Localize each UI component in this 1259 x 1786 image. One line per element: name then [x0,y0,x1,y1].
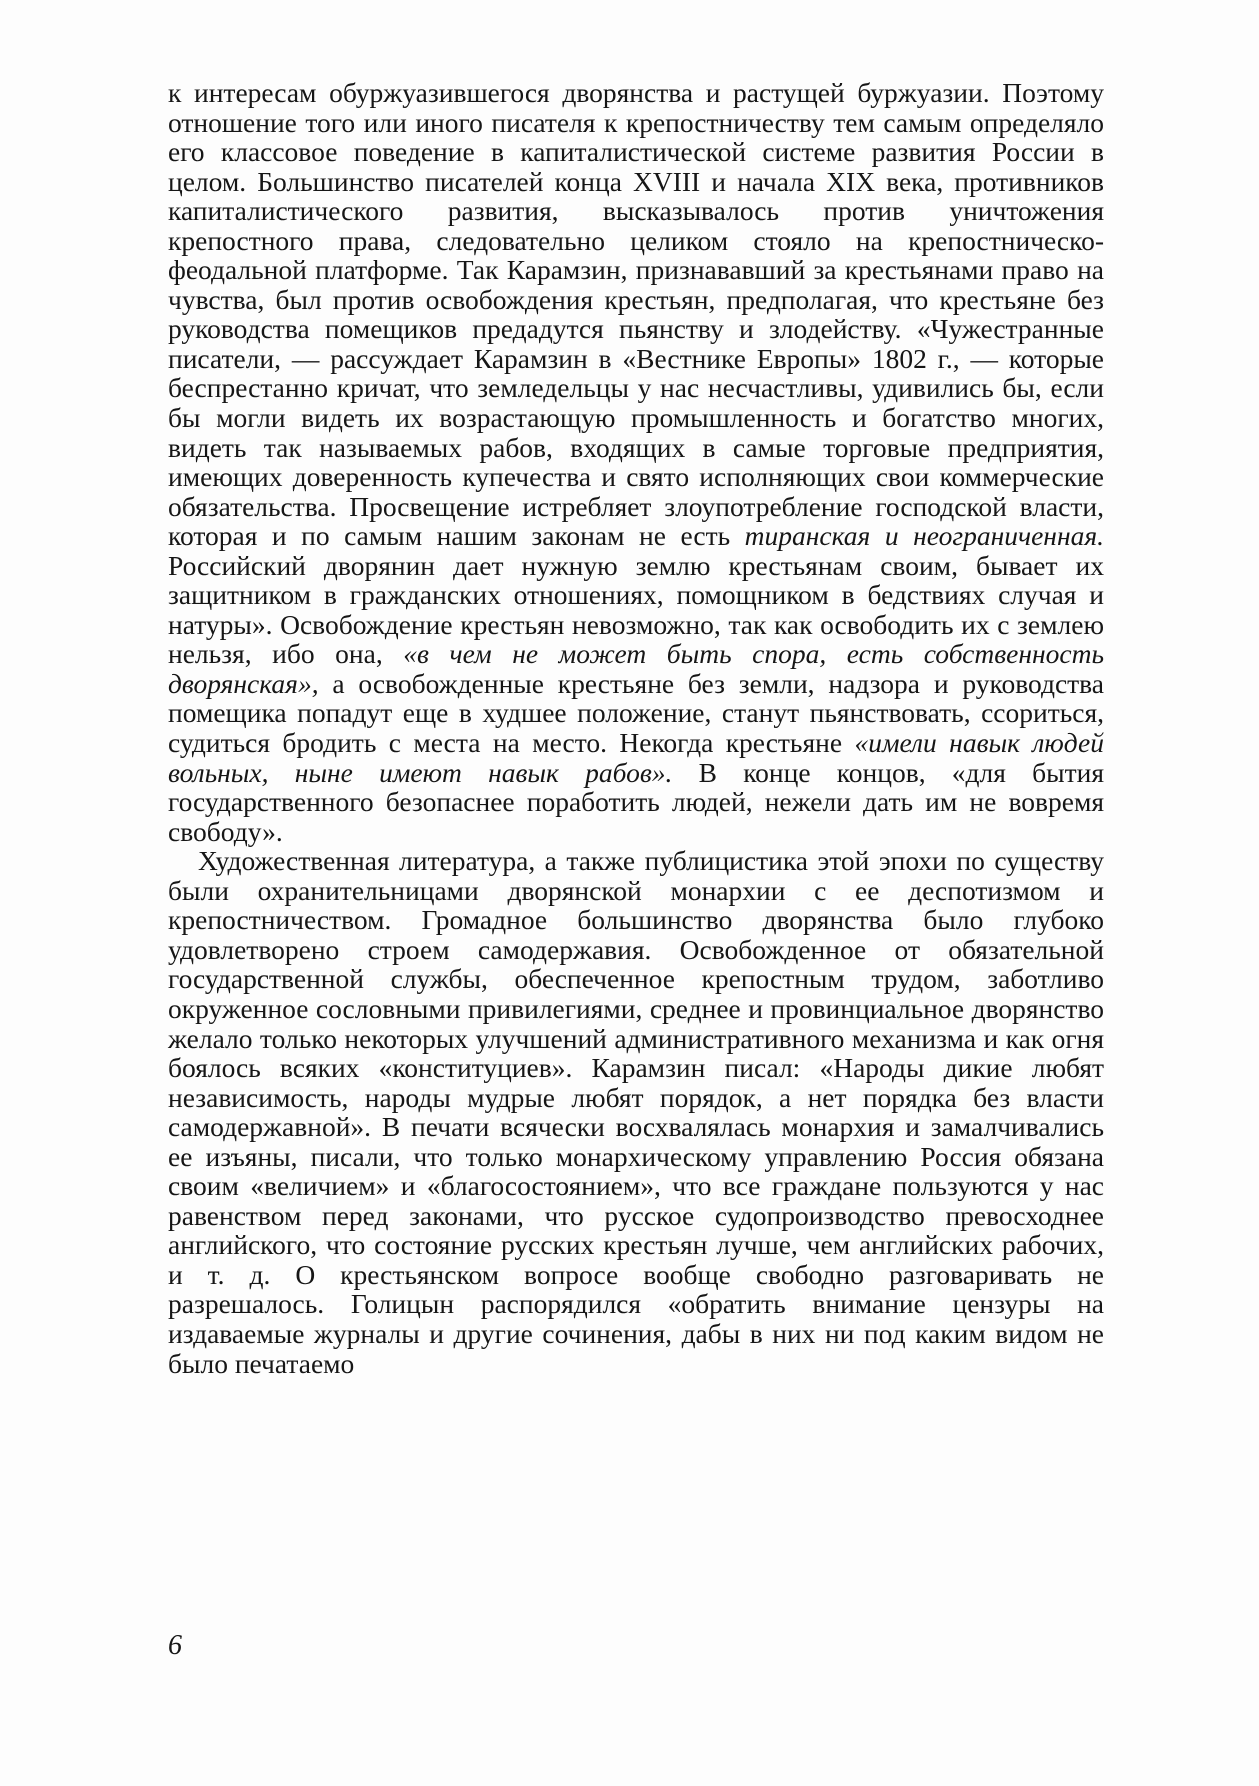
paragraph-1 [168,78,1104,846]
paragraph-1-part-1: к интересам обуржуазившегося дворянства и растущей буржуазии. Поэтому отношение того или иного писателя к крепостничеству тем самым определяло его классовое поведение в капиталистической системе развития России в целом. Большинство писателей конца XVIII и начала XIX века, противников капиталистического развития, высказывалось против уничтожения крепостного права, следовательно целиком стояло на крепостническо-феодальной платформе. Так Карамзин, признававший за крестьянами право на чувства, был против освобождения крестьян, предполагая, что крестьяне без руководства помещиков предадутся пьянству и злодейству. «Чужестранные писатели, — рассуждает Карамзин в «Вестнике Европы» 1802 г., — которые беспрестанно кричат, что земледельцы у нас несчастливы, удивились бы, если бы могли видеть их возрастающую промышленность и богатство многих, видеть так называемых рабов, входящих в самые торговые предприятия, имеющих доверенность купечества и свято исполняющих свои коммерческие обязательства. Просвещение истребляет злоупотребление господской власти, которая и по самым нашим законам не есть [168,77,1104,552]
paragraph-1-italic-3: «имели навык людей вольных, ныне имеют навык рабов». [168,727,1104,788]
paragraph-1-italic-1: тиранская и неограниченная. [744,520,1104,552]
page-number: 6 [168,1630,182,1661]
paragraph-1-part-2: Российский дворянин дает нужную землю крестьянам своим, бывает их защитником в гражданских отношениях, помощником в бедствиях случая и натуры». Освобождение крестьян невозможно, так как освободить их с землею нельзя, ибо она, [168,549,1104,670]
paragraph-1-italic-2: «в чем не может быть спора, есть собственность дворянская», [168,638,1104,699]
main-text [168,78,1104,1378]
paragraph-1-part-4: В конце концов, «для бытия государственного безопаснее поработить людей, нежели дать им не вовремя свободу». [168,756,1104,847]
paragraph-1-part-3: а освобожденные крестьяне без земли, надзора и руководства помещика попадут еще в худшее положение, станут пьянствовать, ссориться, судиться бродить с места на место. Некогда крестьяне [168,667,1104,759]
paragraph-2: Художественная литература, а также публицистика этой эпохи по существу были охранительницами дворянской монархии с ее деспотизмом и крепостничеством. Громадное большинство дворянства было глубоко удовлетворено строем самодержавия. Освобожденное от обязательной государственной службы, обеспеченное крепостным трудом, заботливо окруженное сословными привилегиями, среднее и провинциальное дворянство желало только некоторых улучшений административного механизма и как огня боялось всяких «конституциев». Карамзин писал: «Народы дикие любят независимость, народы мудрые любят порядок, а нет порядка без власти самодержавной». В печати всячески восхвалялась монархия и замалчивались ее изъяны, писали, что только монархическому управлению Россия обязана своим «величием» и «благосостоянием», что все граждане пользуются у нас равенством перед законами, что русское судопроизводство превосходнее английского, что состояние русских крестьян лучше, чем английских рабочих, и т. д. О крестьянском вопросе вообще свободно разговаривать не разрешалось. Голицын распорядился «обратить внимание цензуры на издаваемые журналы и другие сочинения, дабы в них ни под каким видом не было печатаемо [168,845,1104,1379]
